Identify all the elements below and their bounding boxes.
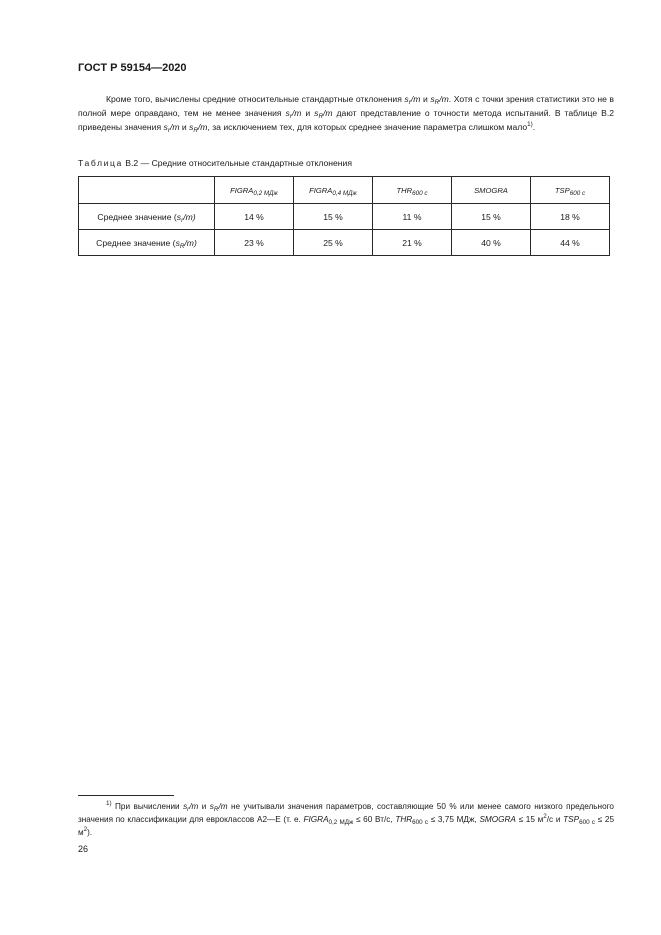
- table-caption: Таблица В.2 — Средние относительные стандартные отклонения: [78, 158, 353, 168]
- table-row: [79, 204, 610, 230]
- row-label: Среднее значение $(s_R/m)$: [79, 230, 215, 256]
- table-cell: 21 %: [373, 230, 452, 256]
- column-header: $FIGRA_{0,2 МДж}$: [215, 177, 294, 204]
- table-cell: 40 %: [452, 230, 531, 256]
- table-cell: 15 %: [294, 204, 373, 230]
- table-cell: 15 %: [452, 204, 531, 230]
- row-label: Среднее значение $(s_r/m)$: [79, 204, 215, 230]
- column-header: $THR_{600 с}$: [373, 177, 452, 204]
- table-row: [79, 230, 610, 256]
- table-header-row: [79, 177, 610, 204]
- column-header: $FIGRA_{0,4 МДж}$: [294, 177, 373, 204]
- footnote-marker: 1): [106, 800, 112, 807]
- footnote-reference[interactable]: 1): [527, 121, 533, 128]
- results-table: [78, 176, 610, 256]
- table-cell: 11 %: [373, 204, 452, 230]
- footnote: $^{1)}$ При вычислении $s_r/m$ и $s_R/m$ не учитывали значения параметров, составляющие 50 % или менее самого низкого предельного значения по классификации для евроклассов А2—Е (т. е. $FIGRA_{0,2 МДж} \le 60$ Вт/с, $THR_{600 с} \le 3,75$ МДж, SMOGRA ≤ 15 $м^2/с$ и $TSP_{600 с} \le 25$ $м^2$).: [78, 800, 614, 837]
- document-header: ГОСТ Р 59154—2020: [78, 62, 187, 74]
- column-header: $TSP_{600 с}$: [531, 177, 610, 204]
- table-cell: 44 %: [531, 230, 610, 256]
- page-number: 26: [78, 844, 89, 854]
- table-corner-cell: [79, 177, 215, 204]
- table-cell: 23 %: [215, 230, 294, 256]
- body-paragraph: Кроме того, вычислены средние относительные стандартные отклонения $s_r/m$ и $s_R/m$. Хотя с точки зрения статистики это не в полной мере оправдано, тем не менее значения $s_r/m$ и $s_R/m$ дают представление о точности метода испытаний. В таблице В.2 приведены значения $s_r/m$ и $s_R/m$, за исключением тех, для которых среднее значение параметра слишком мало$^{1)}$.: [78, 94, 614, 134]
- table-cell: 25 %: [294, 230, 373, 256]
- footnote-divider: [78, 795, 174, 796]
- table-cell: 14 %: [215, 204, 294, 230]
- table-cell: 18 %: [531, 204, 610, 230]
- column-header: SMOGRA: [452, 177, 531, 204]
